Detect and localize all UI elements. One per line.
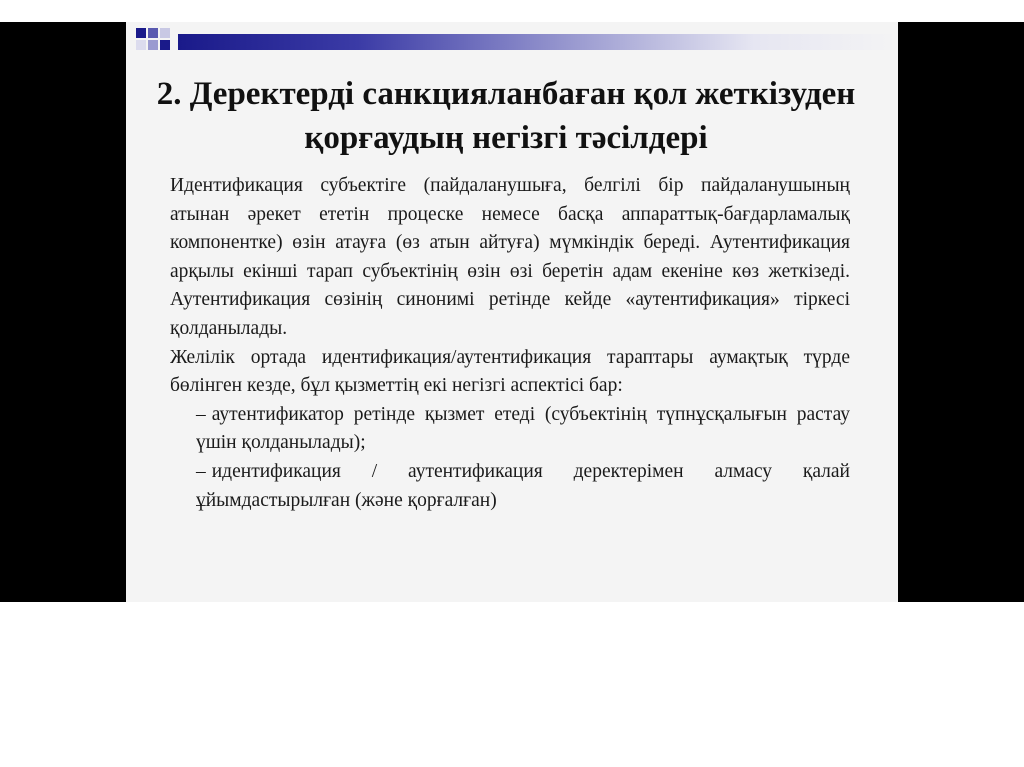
paragraph-identification: Идентификация субъектіге (пайдаланушыға, белгілі бір пайдаланушының атынан әрекет ететін процеске немесе басқа аппараттық-бағдарламалық компонентке) өзін атауға (өз атын айтуға) мүмкіндік береді. Аутентификация арқылы екінші тарап субъектінің өзін өзі беретін адам екеніне көз жеткізеді. Аутентификация сөзінің синонимі ретінде кейде «аутентификация» тіркесі қолданылады.	[170, 175, 850, 339]
slide-body	[170, 172, 850, 515]
decoration-gradient-bar	[178, 34, 898, 50]
list-item	[196, 458, 850, 515]
aspect-list	[170, 401, 850, 515]
list-item-text: аутентификатор ретінде қызмет етеді (субъектінің түпнұсқалығын растау үшін қолданылады);	[196, 403, 850, 454]
decoration-square	[160, 40, 170, 50]
paragraph-network: Желілік ортада идентификация/аутентификация тараптары аумақтық түрде бөлінген кезде, бұл қызметтің екі негізгі аспектісі бар:	[170, 346, 850, 397]
decoration-square	[148, 40, 158, 50]
decoration-square	[160, 28, 170, 38]
title-decoration	[126, 22, 898, 62]
list-item	[196, 401, 850, 458]
list-item-text: идентификация / аутентификация деректерімен алмасу қалай ұйымдастырылған (және қорғалған)	[196, 460, 850, 511]
decoration-square	[136, 40, 146, 50]
slide	[126, 22, 898, 602]
bullet-dash: –	[196, 403, 206, 425]
bullet-dash: –	[196, 460, 206, 482]
slide-title: 2. Деректерді санкцияланбаған қол жеткізуден қорғаудың негізгі тәсілдері	[156, 76, 856, 156]
decoration-square	[148, 28, 158, 38]
decoration-square	[136, 28, 146, 38]
